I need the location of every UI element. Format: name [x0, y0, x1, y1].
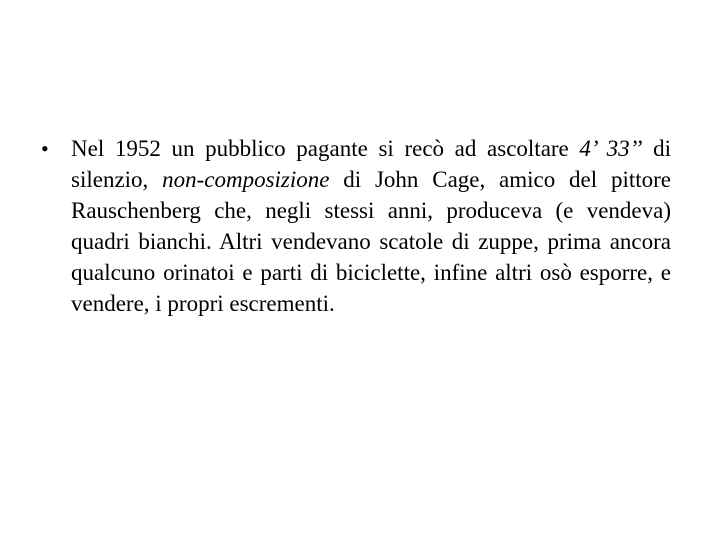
paragraph-text-3: di John Cage, amico del pittore Rauschenberg che, negli stessi anni, produceva (e vendeva) quadri bianchi. Altri vendevano scatole di zuppe, prima ancora qualcuno orinatoi e parti di biciclette, infine altri osò esporre, e vendere, i propri escrementi.: [71, 167, 672, 316]
paragraph-text-1: Nel 1952 un pubblico pagante si recò ad ascoltare: [71, 136, 580, 161]
bullet-marker: •: [41, 136, 49, 161]
bullet-paragraph: [71, 133, 671, 319]
work-title-italic: 4’ 33’’: [579, 136, 643, 161]
bullet-item: [41, 133, 671, 319]
paragraph-text-2: di silenzio,: [71, 136, 671, 192]
non-composizione-italic: non-composizione: [162, 167, 330, 192]
